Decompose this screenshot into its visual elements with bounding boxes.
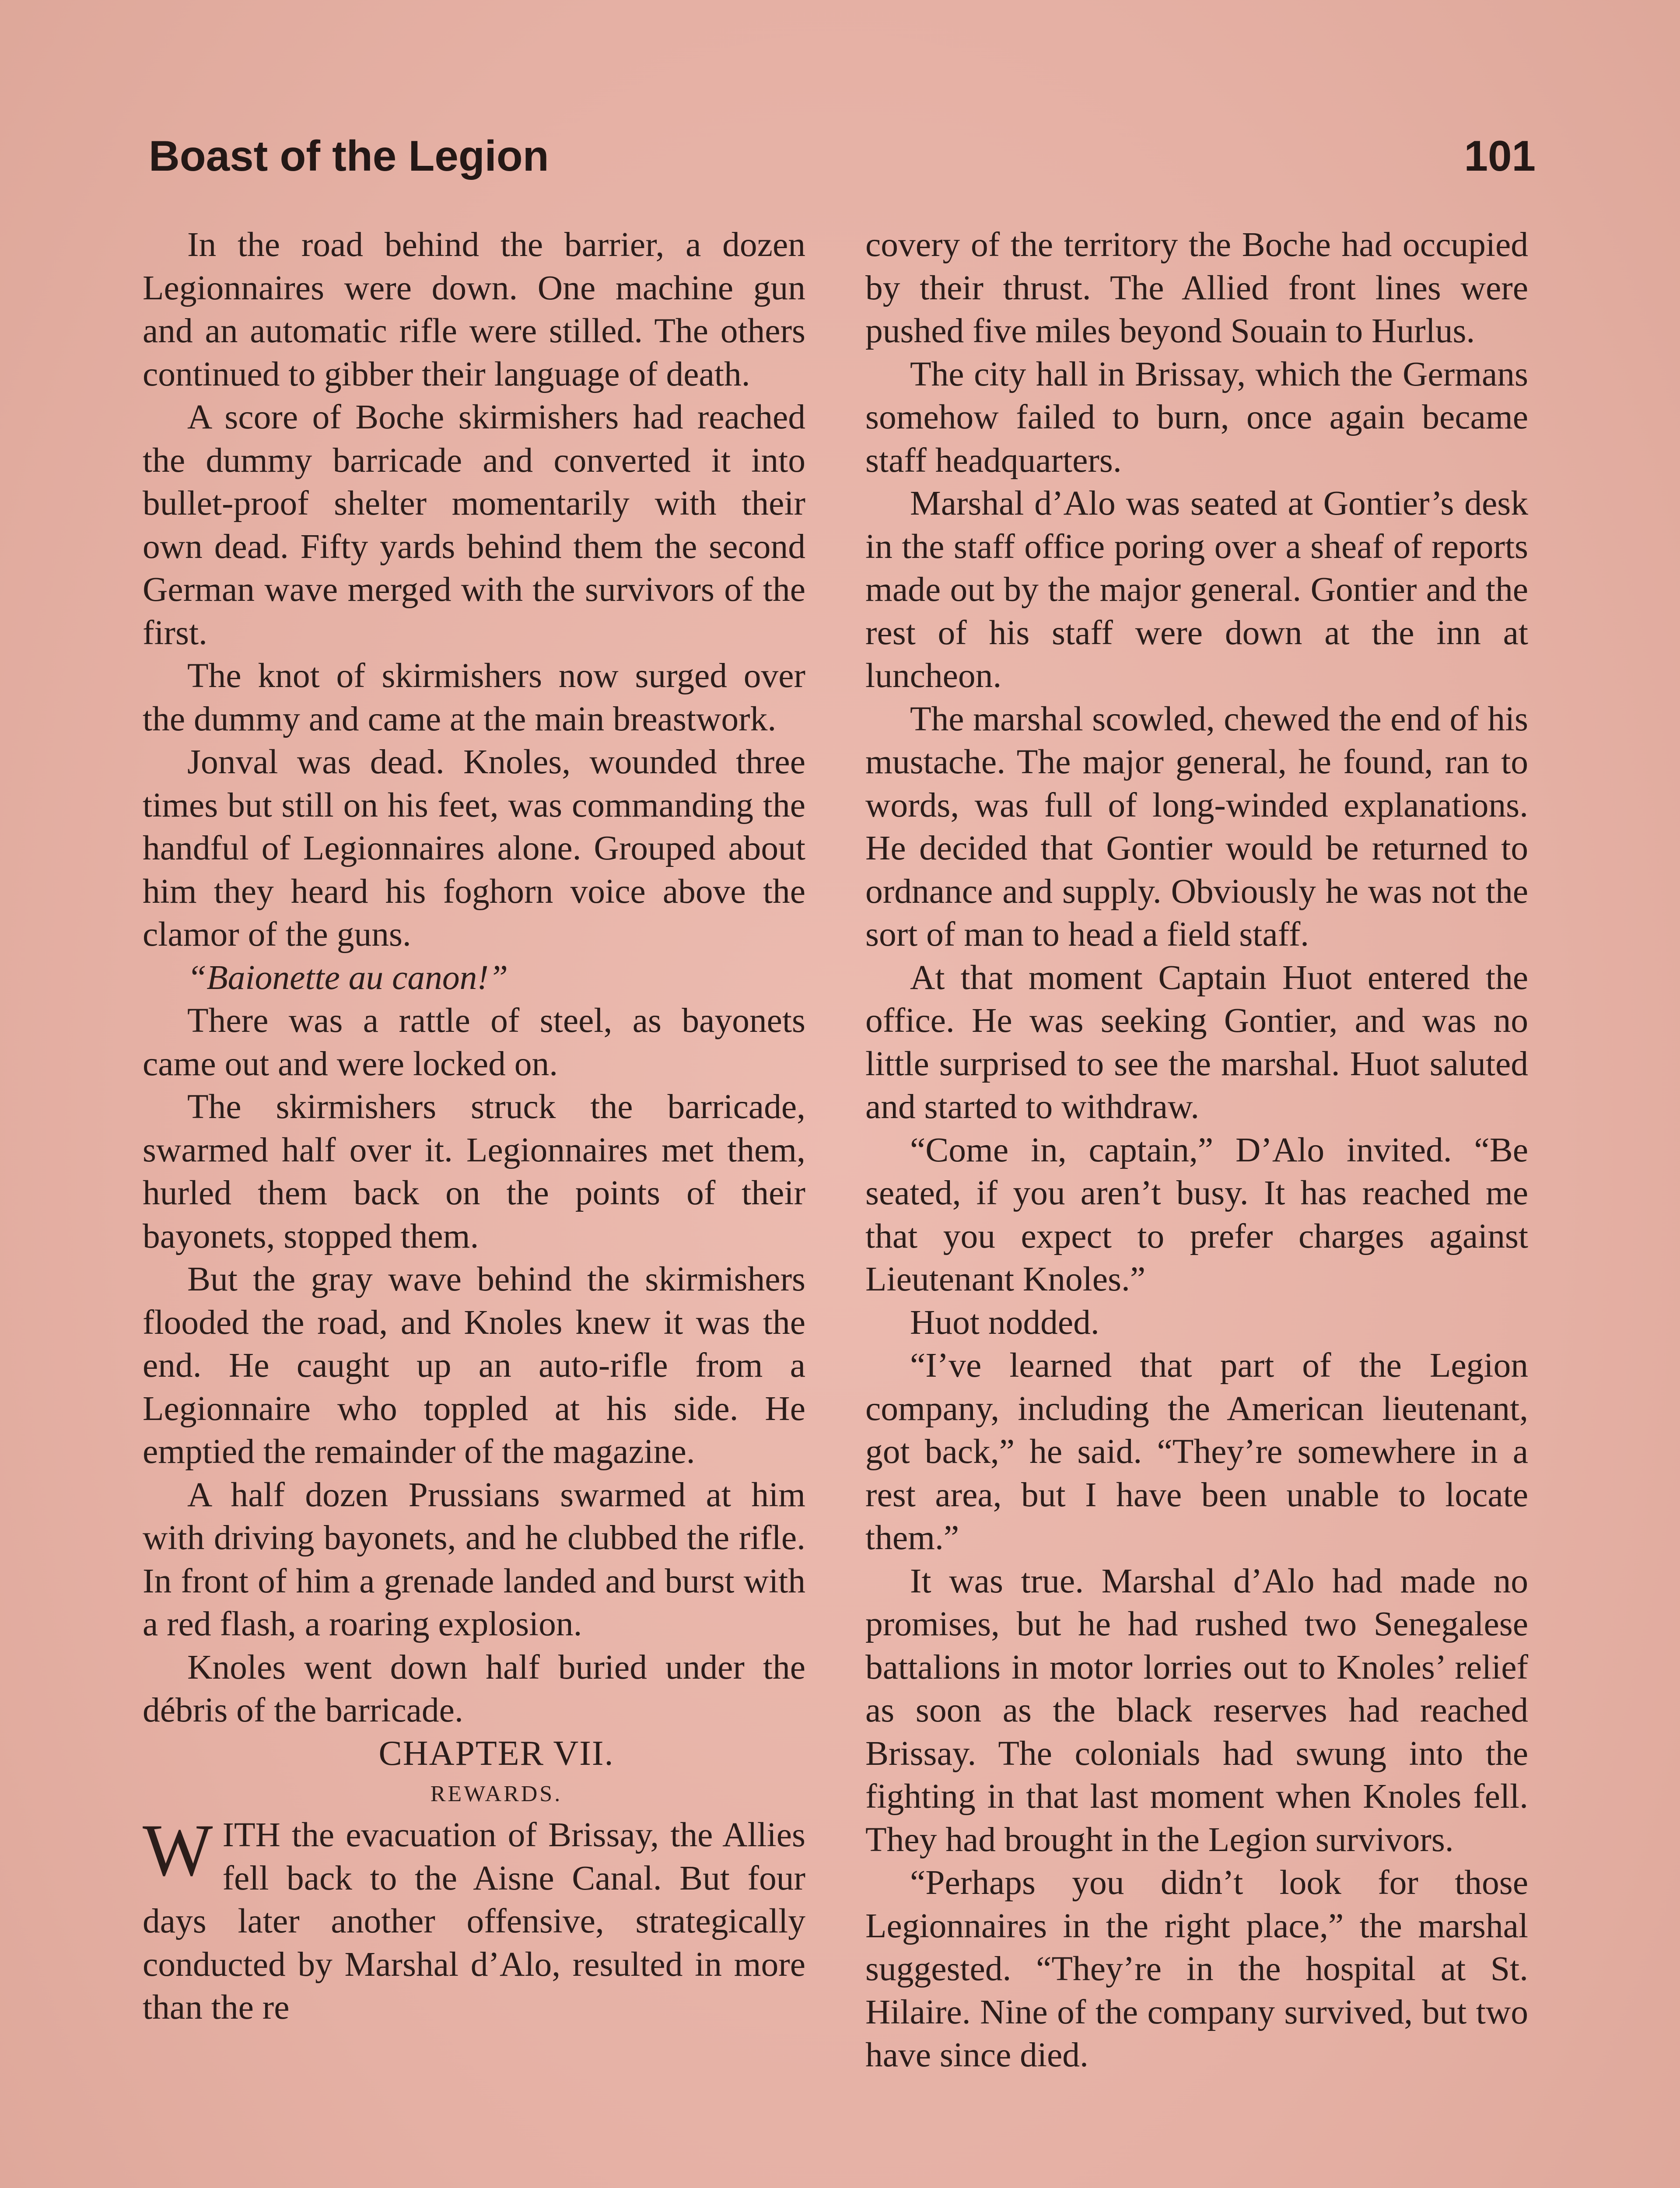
chapter-opening-text: ITH the evacuation of Brissay, the Allies fell back to the Aisne Canal. But four days later another offensive, strategically conducted by Marshal d’Alo, resulted in more than the re [143,1816,805,2027]
paragraph: There was a rattle of steel, as bayonets came out and were locked on. [143,1001,805,1083]
chapter-heading: CHAPTER VII. [378,1734,614,1773]
left-column [143,223,805,2029]
right-column [865,223,1528,2077]
chapter-subtitle: REWARDS. [430,1781,563,1806]
paragraph: Huot nodded. [910,1303,1099,1342]
paragraph-continued: covery of the territory the Boche had occupied by their thrust. The Allied front lines were pushed five miles beyond Souain to Hurlus. [865,225,1528,350]
paragraph: “Perhaps you didn’t look for those Legionnaires in the right place,” the marshal suggested. “They’re in the hospital at St. Hilaire. Nine of the company survived, but two have since died. [865,1863,1528,2074]
paragraph: The city hall in Brissay, which the Germans somehow failed to burn, once again became staff headquarters. [865,354,1528,480]
paragraph: A half dozen Prussians swarmed at him with driving bayonets, and he clubbed the rifle. In front of him a grenade landed and burst with a red flash, a roaring explosion. [143,1475,805,1643]
paragraph-quote: “Baionette au canon!” [187,958,508,997]
paragraph: In the road behind the barrier, a dozen Legionnaires were down. One machine gun and an automatic rifle were stilled. The others continued to gibber their language of death. [143,225,805,393]
paragraph: Marshal d’Alo was seated at Gontier’s desk in the staff office poring over a sheaf of reports made out by the major general. Gontier and the rest of his staff were down at the inn at luncheon. [865,484,1528,695]
paragraph: “I’ve learned that part of the Legion company, including the American lieutenant, got back,” he said. “They’re somewhere in a rest area, but I have been unable to locate them.” [865,1346,1528,1557]
paragraph: “Come in, captain,” D’Alo invited. “Be seated, if you aren’t busy. It has reached me that you expect to prefer charges against Lieutenant Knoles.” [865,1130,1528,1298]
paragraph: But the gray wave behind the skirmishers flooded the road, and Knoles knew it was the end. He caught up an auto-rifle from a Legionnaire who toppled at his side. He emptied the remainder of the magazine. [143,1260,805,1471]
chapter-opening-paragraph [143,1809,805,2029]
paragraph: Knoles went down half buried under the débris of the barricade. [143,1648,805,1729]
paragraph: Jonval was dead. Knoles, wounded three times but still on his feet, was commanding the handful of Legionnaires alone. Grouped about him they heard his foghorn voice above the clamor of the guns. [143,743,805,954]
paragraph: The skirmishers struck the barricade, swarmed half over it. Legionnaires met them, hurled them back on the points of their bayonets, stopped them. [143,1087,805,1255]
paragraph: The marshal scowled, chewed the end of his mustache. The major general, he found, ran to words, was full of long-winded explanations. He decided that Gontier would be returned to ordnance and supply. Obviously he was not the sort of man to head a field staff. [865,699,1528,954]
running-title: Boast of the Legion [149,132,549,180]
paragraph: The knot of skirmishers now surged over the dummy and came at the main breastwork. [143,656,805,738]
running-header [149,131,1536,193]
page-number: 101 [1464,132,1536,180]
drop-cap: W [143,1809,213,1891]
paragraph: At that moment Captain Huot entered the office. He was seeking Gontier, and was no little surprised to see the marshal. Huot saluted and started to withdraw. [865,958,1528,1126]
paragraph: A score of Boche skirmishers had reached the dummy barricade and converted it into bullet-proof shelter momentarily with their own dead. Fifty yards behind them the second German wave merged with the survivors of the first. [143,398,805,652]
paragraph: It was true. Marshal d’Alo had made no promises, but he had rushed two Senegalese battalions in motor lorries out to Knoles’ relief as soon as the black reserves had reached Brissay. The colonials had swung into the fighting in that last moment when Knoles fell. They had brought in the Legion survivors. [865,1561,1528,1859]
